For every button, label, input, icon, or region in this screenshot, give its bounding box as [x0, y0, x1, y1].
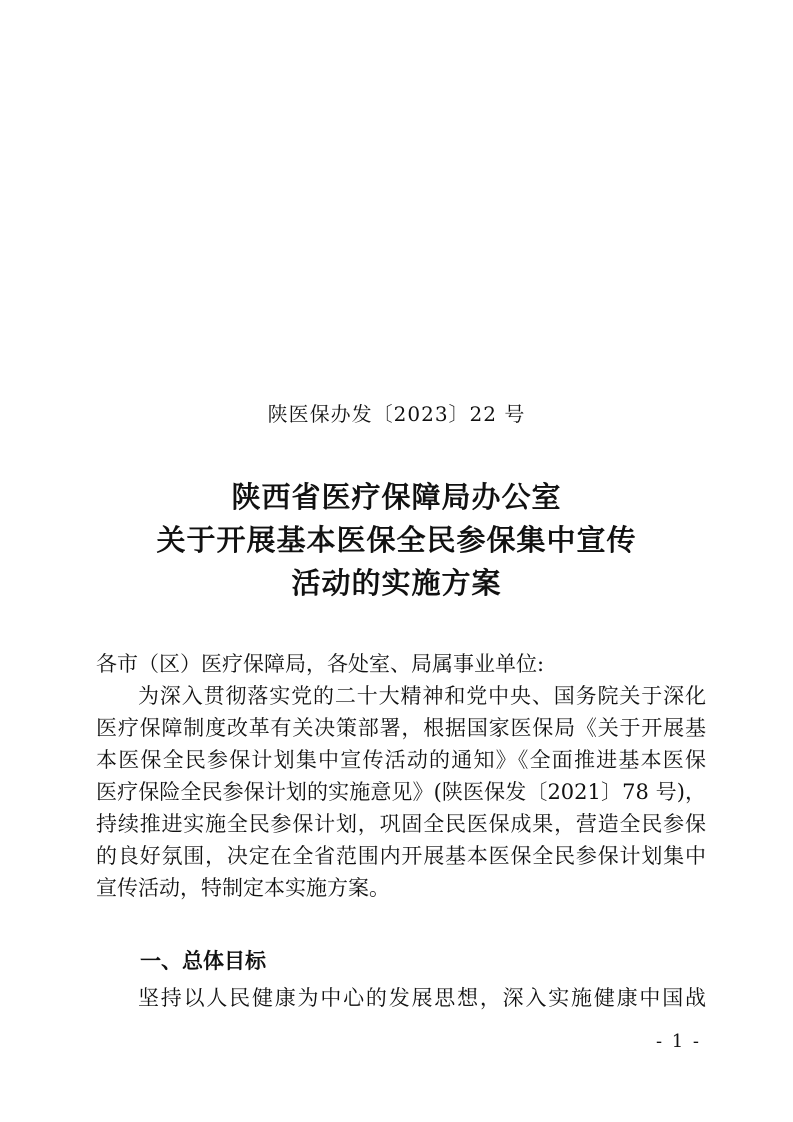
salutation: 各市（区）医疗保障局，各处室、局属事业单位:	[96, 652, 545, 676]
paragraph-line: 持续推进实施全民参保计划，巩固全民医保成果，营造全民参保	[96, 812, 706, 836]
document-number: 陕医保办发〔2023〕22 号	[267, 402, 526, 426]
title-line: 关于开展基本医保全民参保集中宣传	[156, 523, 637, 557]
page-number: - 1 -	[655, 1031, 701, 1052]
title-line: 陕西省医疗保障局办公室	[231, 480, 562, 514]
body-paragraph	[96, 680, 706, 904]
document-title	[0, 476, 793, 605]
paragraph-line: 医疗保障制度改革有关决策部署，根据国家医保局《关于开展基	[96, 716, 706, 740]
section-heading: 一、总体目标	[140, 949, 266, 973]
paragraph-line: 本医保全民参保计划集中宣传活动的通知》《全面推进基本医保	[96, 748, 706, 772]
paragraph-line: 宣传活动，特制定本实施方案。	[96, 876, 390, 900]
section-paragraph: 坚持以人民健康为中心的发展思想，深入实施健康中国战	[138, 986, 706, 1010]
title-line: 活动的实施方案	[291, 566, 502, 600]
paragraph-line: 为深入贯彻落实党的二十大精神和党中央、国务院关于深化	[138, 684, 706, 708]
paragraph-line: 医疗保险全民参保计划的实施意见》(陕医保发〔2021〕78 号)，	[96, 780, 706, 804]
paragraph-line: 的良好氛围，决定在全省范围内开展基本医保全民参保计划集中	[96, 844, 706, 868]
